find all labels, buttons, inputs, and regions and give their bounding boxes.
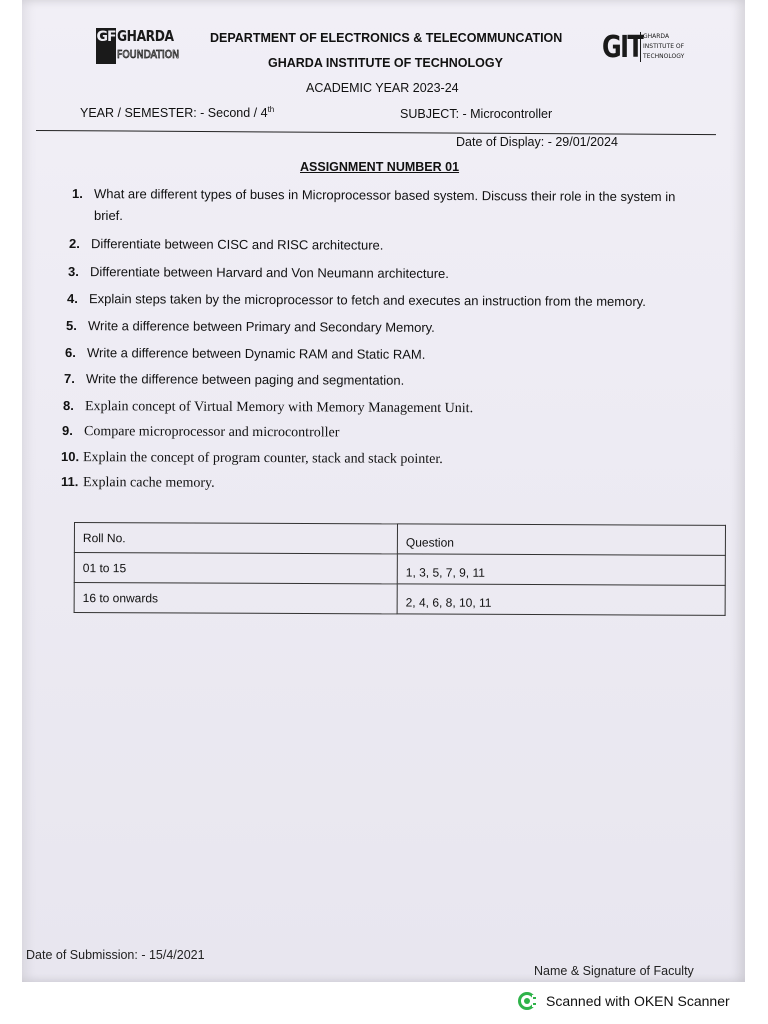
question-item [69,233,384,256]
institute-heading: GHARDA INSTITUTE OF TECHNOLOGY [268,56,503,70]
question-item [66,315,435,338]
question-text: Write a difference between Dynamic RAM and Static RAM. [86,345,426,362]
logo-git-line-3: TECHNOLOGY [643,53,685,60]
question-text: What are different types of buses in Microprocessor based system. Discuss their role in the system in [93,186,676,205]
question-item [61,471,215,494]
faculty-signature-label: Name & Signature of Faculty [534,964,694,978]
roll-question-table [74,522,726,616]
question-text: Explain concept of Virtual Memory with Memory Management Unit. [84,399,474,417]
question-number: 3. [67,264,79,280]
table-cell: 16 to onwards [74,583,397,614]
question-number: 4. [66,291,78,307]
logo-git-line-2: INSTITUTE OF [643,43,685,50]
table-cell: 01 to 15 [74,553,397,584]
question-text: Write a difference between Primary and Secondary Memory. [87,318,435,335]
question-item [61,446,443,470]
question-text-continued: brief. [94,208,123,223]
question-text: Compare microprocessor and microcontroller [83,424,340,441]
question-item [68,261,449,284]
question-text: Differentiate between Harvard and Von Neumann architecture. [89,264,449,281]
logo-gharda-text: GHARDA [117,27,174,45]
question-number: 5. [65,318,77,334]
question-text: Explain steps taken by the microprocessor to fetch and executes an instruction from the memory. [88,291,646,310]
scanner-watermark [518,990,730,1012]
logo-git-mark: GIT [602,30,643,65]
table-row [74,583,725,616]
question-number: 7. [63,371,75,387]
year-semester [80,105,274,120]
git-logo [602,30,685,72]
year-semester-label: YEAR / SEMESTER: - Second / 4 [80,106,268,121]
date-of-display: Date of Display: - 29/01/2024 [456,135,618,149]
question-text: Differentiate between CISC and RISC architecture. [90,236,384,253]
logo-git-line-1: GHARDA [643,33,670,40]
question-text: Explain cache memory. [82,475,215,491]
question-item [72,183,675,207]
question-item [64,368,404,391]
table-header-cell: Roll No. [74,523,397,554]
scanner-text: Scanned with OKEN Scanner [546,993,730,1009]
question-text: Explain the concept of program counter, stack and stack pointer. [82,450,443,467]
question-item [65,342,425,365]
question-number: 6. [64,345,76,361]
table-cell: 2, 4, 6, 8, 10, 11 [397,584,725,615]
logo-git-subtitle [640,32,684,62]
question-number: 8. [62,398,74,414]
question-number: 10. [60,449,80,465]
table-header-row [74,523,725,556]
question-number: 9. [61,423,73,439]
question-number: 2. [68,236,80,252]
subject: SUBJECT: - Microcontroller [400,107,553,121]
question-item [63,395,473,419]
oken-scanner-icon [518,991,538,1011]
table-row [74,553,725,586]
logo-foundation-text: FOUNDATION [117,48,180,61]
table-cell: 1, 3, 5, 7, 9, 11 [397,554,725,585]
question-continuation [94,205,123,226]
question-item [67,288,646,312]
gharda-foundation-logo [96,26,180,68]
logo-gf-mark: GF [96,28,116,64]
date-of-submission: Date of Submission: - 15/4/2021 [26,948,205,962]
question-text: Write the difference between paging and segmentation. [85,371,405,388]
table-header-cell: Question [397,524,725,555]
question-item [62,420,340,443]
academic-year: ACADEMIC YEAR 2023-24 [306,81,459,95]
year-semester-sup: th [267,105,275,114]
question-number: 11. [60,474,79,490]
department-heading: DEPARTMENT OF ELECTRONICS & TELECOMMUNCATION [210,31,563,45]
document-page [22,0,745,982]
question-number: 1. [71,186,83,202]
assignment-title: ASSIGNMENT NUMBER 01 [300,160,460,174]
